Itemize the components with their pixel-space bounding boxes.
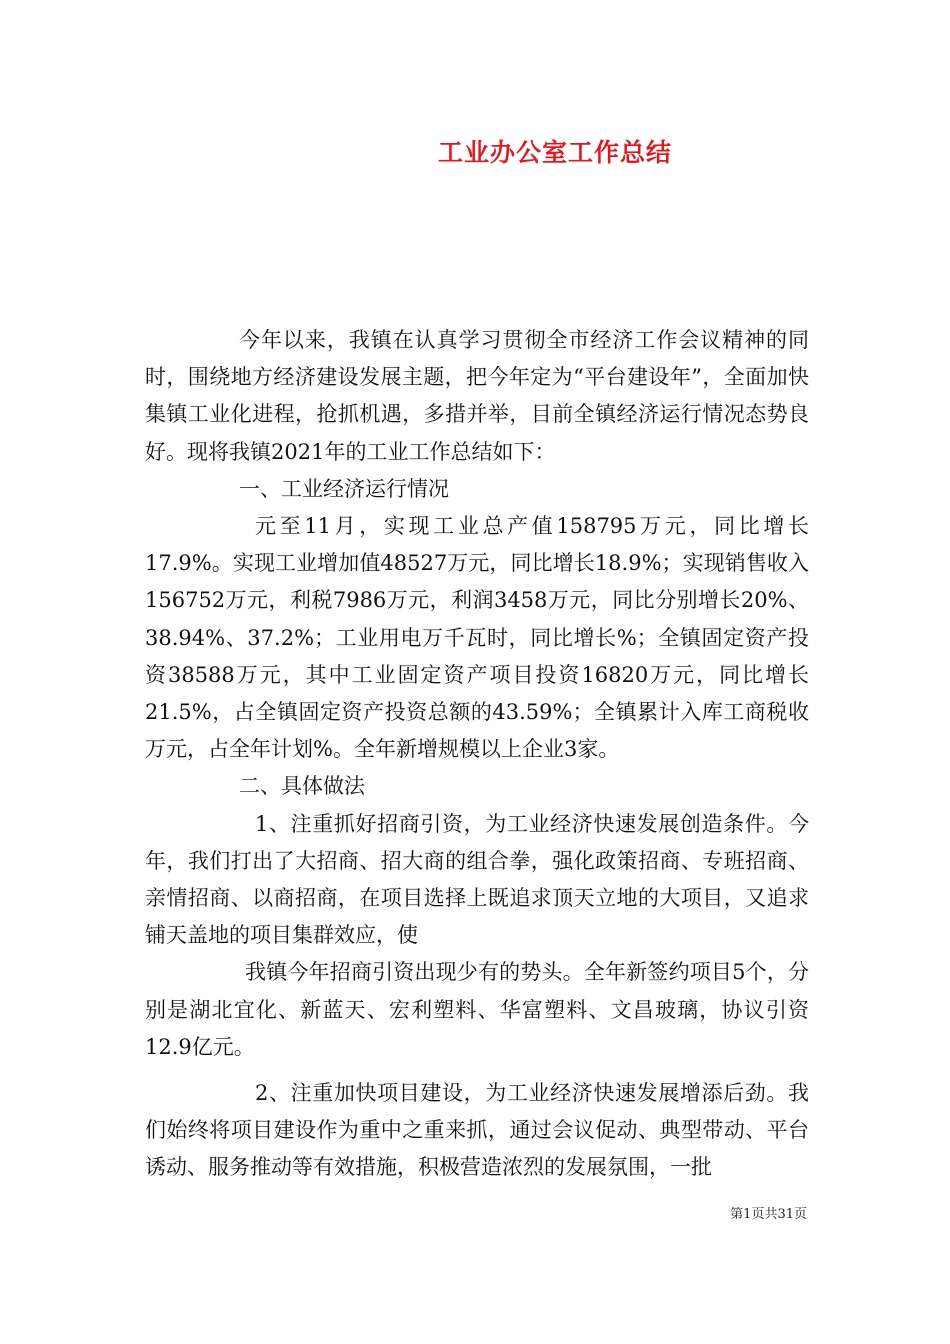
investment-continuation-paragraph: 我镇今年招商引资出现少有的势头。全年新签约项目5个，分别是湖北宜化、新蓝天、宏利塑料、华富塑料、文昌玻璃，协议引资12.9亿元。 [145, 960, 809, 1059]
page-number: 第1页共31页 [730, 1207, 807, 1222]
document-title: 工业办公室工作总结 [437, 138, 672, 167]
project-paragraph: 2、注重加快项目建设，为工业经济快速发展增添后劲。我们始终将项目建设作为重中之重来抓，通过会议促动、典型带动、平台诱动、服务推动等有效措施，积极营造浓烈的发展氛围，一批 [145, 1081, 809, 1180]
paragraph-gap [145, 1066, 809, 1075]
intro-paragraph: 今年以来，我镇在认真学习贯彻全市经济工作会议精神的同时，围绕地方经济建设发展主题，把今年定为“平台建设年”，全面加快集镇工业化进程，抢抓机遇，多措并举，目前全镇经济运行情况态势良好。现将我镇2021年的工业工作总结如下： [145, 328, 809, 464]
section-heading-2: 二、具体做法 [239, 774, 365, 799]
investment-paragraph: 1、注重抓好招商引资，为工业经济快速发展创造条件。今年，我们打出了大招商、招大商的组合拳，强化政策招商、专班招商、亲情招商、以商招商，在项目选择上既追求顶天立地的大项目，又追求铺天盖地的项目集群效应，使 [145, 811, 809, 948]
economic-data-paragraph: 元至11月，实现工业总产值158795万元，同比增长17.9%。实现工业增加值48527万元，同比增长18.9%；实现销售收入156752万元，利税7986万元，利润3458万元，同比分别增长20%、38.94%、37.2%；工业用电万千瓦时，同比增长%；全镇固定资产投资38588万元，其中工业固定资产项目投资16820万元，同比增长21.5%，占全镇固定资产投资总额的43.59%；全镇累计入库工商税收万元，占全年计划%。全年新增规模以上企业3家。 [145, 514, 809, 762]
document-body [145, 322, 809, 1187]
section-heading-1: 一、工业经济运行情况 [239, 476, 449, 501]
